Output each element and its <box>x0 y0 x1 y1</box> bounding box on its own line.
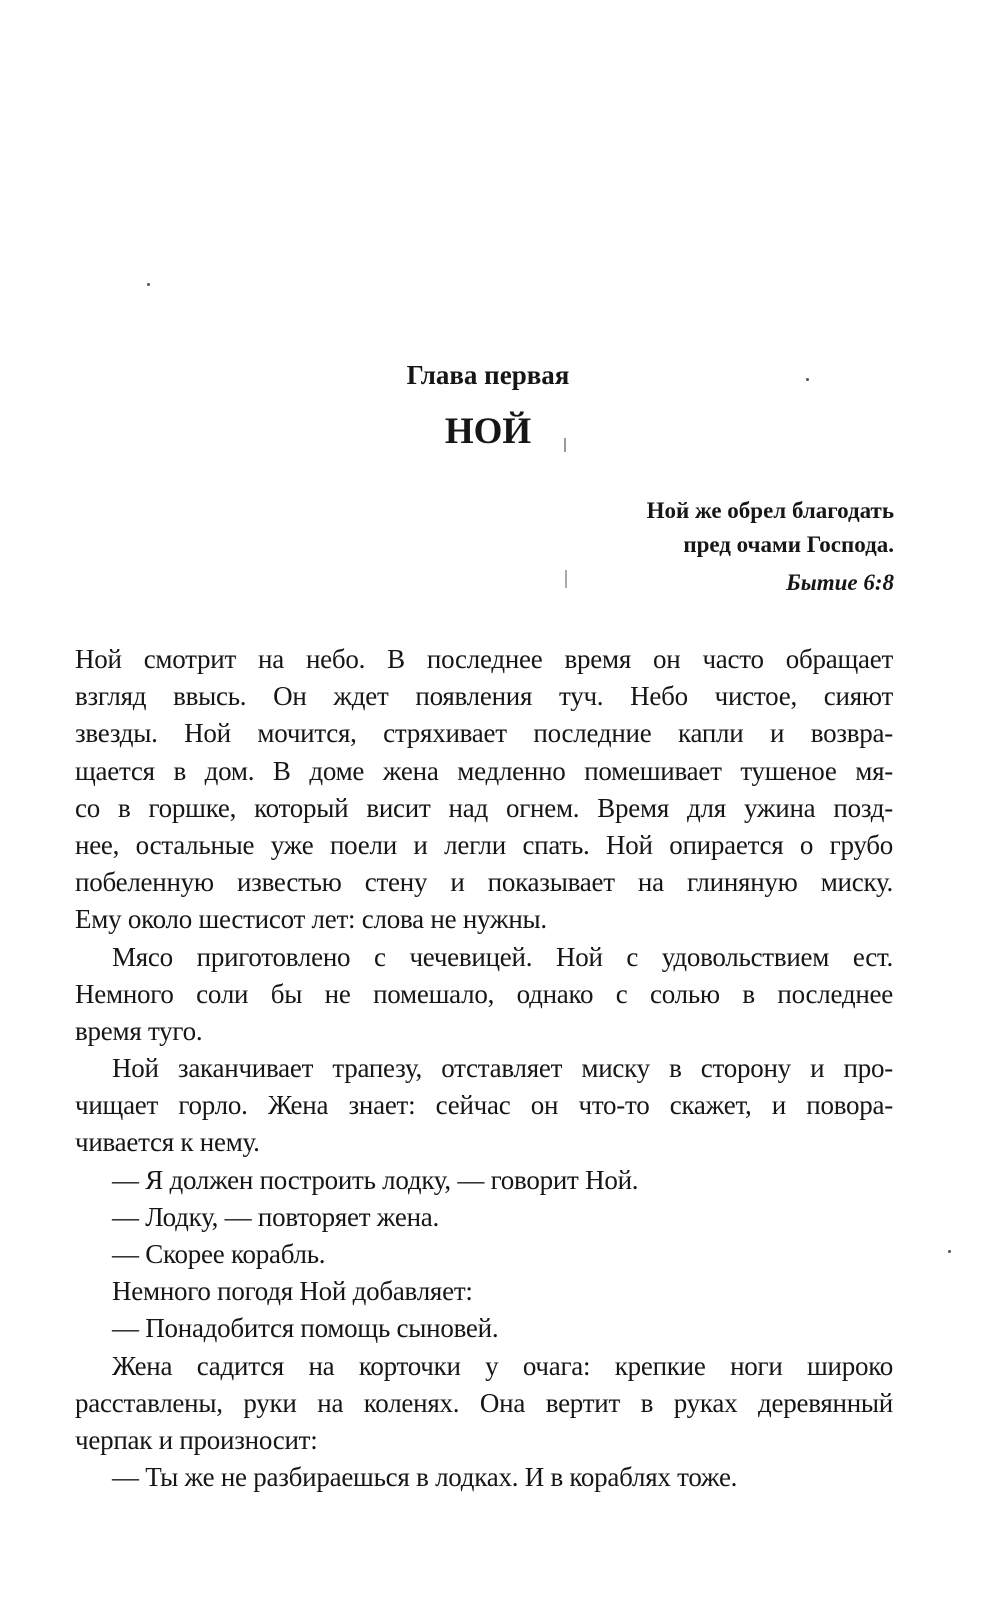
text-line: побеленную известью стену и показывает на глиняную миску. <box>75 867 893 898</box>
text-line: — Лодку, — повторяет жена. <box>112 1201 440 1232</box>
text-line: — Понадобится помощь сыновей. <box>112 1313 499 1344</box>
epigraph-source: Бытие 6:8 <box>786 570 894 595</box>
scan-speck <box>564 438 566 452</box>
text-line: со в горшке, который висит над огнем. Время для ужина позд- <box>75 792 893 823</box>
text-line: Ной смотрит на небо. В последнее время он часто обращает <box>75 644 893 674</box>
text-line: чивается к нему. <box>75 1127 260 1158</box>
text-line: — Ты же не разбираешься в лодках. И в кораблях тоже. <box>112 1462 738 1493</box>
epigraph-line: пред очами Господа. <box>683 532 894 557</box>
chapter-title: НОЙ <box>444 411 532 452</box>
body-text <box>75 641 893 1496</box>
text-line: Немного погодя Ной добавляет: <box>112 1276 473 1307</box>
text-line: щается в дом. В доме жена медленно помешивает тушеное мя- <box>75 755 893 786</box>
scan-speck <box>147 283 150 286</box>
text-line: чищает горло. Жена знает: сейчас он что-то скажет, и повора- <box>75 1090 893 1121</box>
text-line: Ной заканчивает трапезу, отставляет миску в сторону и про- <box>112 1053 893 1084</box>
scan-speck <box>948 1250 951 1253</box>
epigraph-line: Ной же обрел благодать <box>646 498 894 523</box>
text-line: Немного соли бы не помешало, однако с солью в последнее <box>75 978 893 1009</box>
text-line: черпак и произносит: <box>75 1424 318 1455</box>
text-line: звезды. Ной мочится, стряхивает последние капли и возвра- <box>75 718 893 749</box>
text-line: нее, остальные уже поели и легли спать. Ной опирается о грубо <box>75 829 893 860</box>
scan-speck <box>806 378 809 381</box>
text-line: — Скорее корабль. <box>112 1239 326 1269</box>
text-line: время туго. <box>75 1015 203 1046</box>
scan-speck <box>565 570 567 588</box>
chapter-label: Глава первая <box>406 360 570 390</box>
text-line: Мясо приготовлено с чечевицей. Ной с удовольствием ест. <box>112 941 893 972</box>
text-line: Ему около шестисот лет: слова не нужны. <box>75 904 547 935</box>
text-line: расставлены, руки на коленях. Она вертит в руках деревянный <box>75 1387 893 1418</box>
text-line: взгляд ввысь. Он ждет появления туч. Небо чистое, сияют <box>75 681 893 712</box>
text-line: Жена садится на корточки у очага: крепкие ноги широко <box>112 1350 893 1381</box>
text-line: — Я должен построить лодку, — говорит Ной. <box>112 1164 639 1195</box>
